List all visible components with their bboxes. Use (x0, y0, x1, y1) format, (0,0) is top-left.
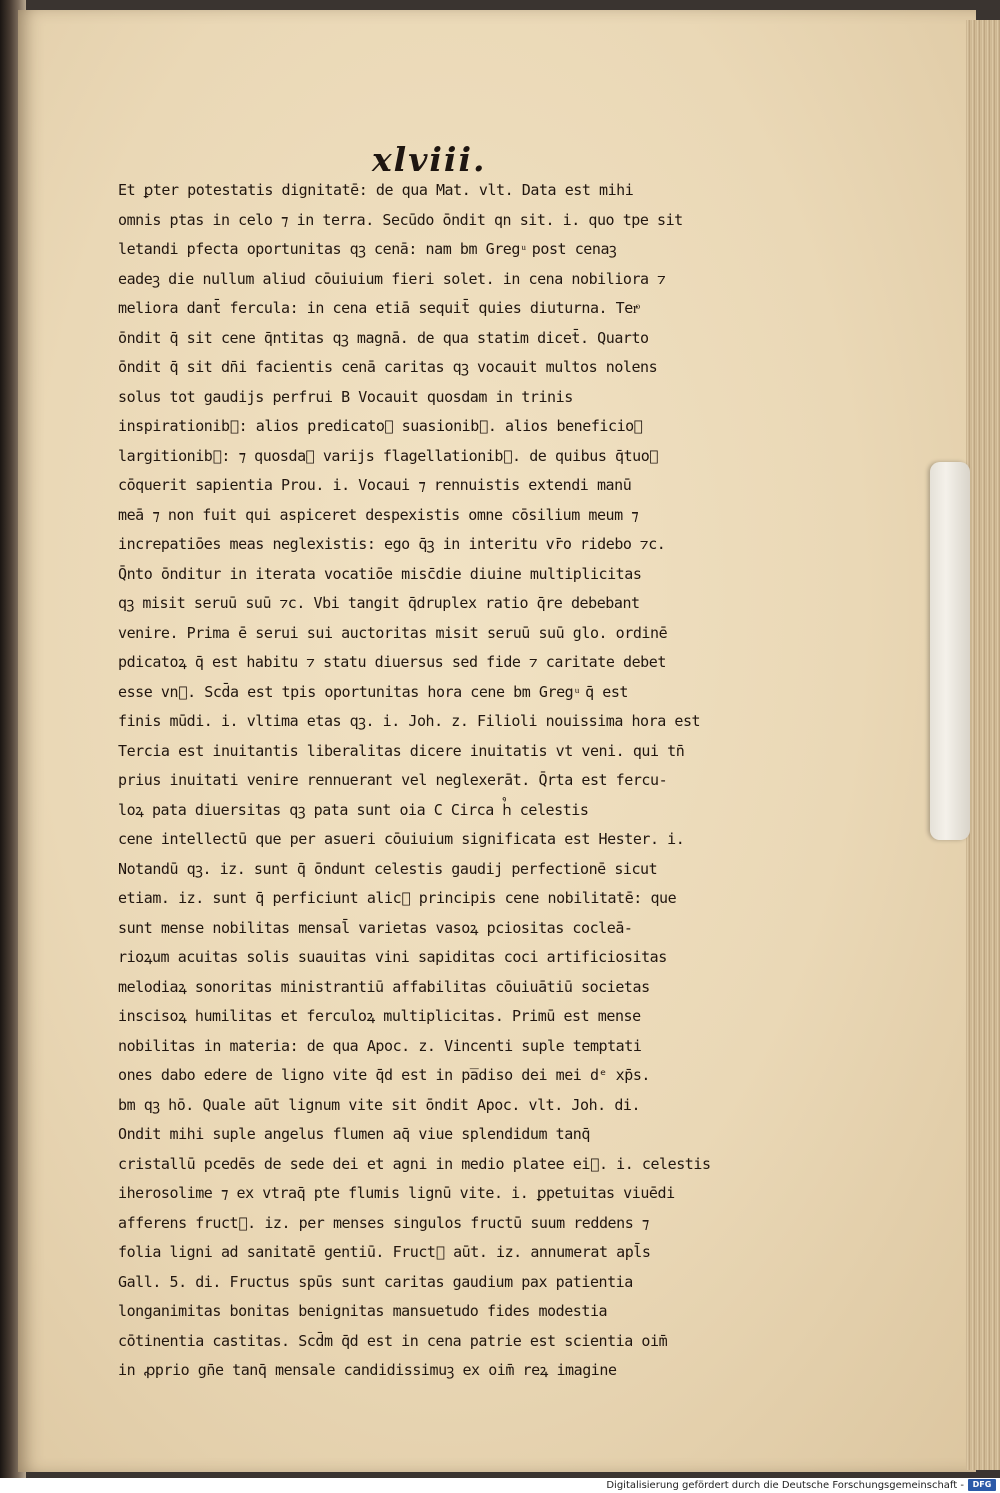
footer-bar (0, 1478, 1000, 1493)
text-line: meliora dant̄ fercula: in cena etiā sequit̄ quies diuturna. Terͦ (118, 299, 638, 317)
text-line: etiam. iz. sunt q̄ perficiunt alic᷒ principis cene nobilitatē: que (118, 889, 677, 907)
text-line: pdicatoꝝ q̄ est habitu ⁊ statu diuersus sed fide ⁊ caritate debet (118, 653, 666, 671)
text-line: finis mūdi. i. vltima etas qꝫ. i. Joh. z. Filioli nouissima hora est (118, 712, 701, 730)
text-line: iherosolime ⁊ ex vtraq̄ pte flumis lignū vite. i. ꝑpetuitas viuēdi (118, 1184, 675, 1202)
text-line: Notandū qꝫ. iz. sunt q̄ ōndunt celestis gaudij perfectionē sicut (118, 859, 658, 878)
text-line: cene intellectū que per asueri cōuiuium significata est Hester. i. (118, 830, 685, 848)
text-line: qꝫ misit seruū suū ⁊c. Vbi tangit q̄druplex ratio q̄re debebant (118, 594, 640, 612)
text-line: afferens fruct᷒. iz. per menses singulos fructū suum reddens ⁊ (118, 1213, 649, 1232)
text-line: Gall. 5. di. Fructus spūs sunt caritas gaudium pax patientia (118, 1272, 633, 1291)
text-line: venire. Prima ē serui sui auctoritas misit seruū suū glo. ordinē (118, 623, 668, 642)
text-line: bm qꝫ hō. Quale aūt lignum vite sit ōndit Apoc. vlt. Joh. di. (118, 1095, 641, 1114)
text-line: prius inuitati venire rennuerant vel neglexerāt. Q̄rta est fercu- (118, 771, 668, 789)
text-block (118, 176, 713, 1386)
text-line: ōndit q̄ sit cene q̄ntitas qꝫ magnā. de qua statim dicet̄. Quarto (118, 328, 649, 347)
text-line: letandi pfecta oportunitas qꝫ cenā: nam bm Greg ͧ post cenaꝫ (118, 240, 617, 258)
paper-marker-strip (930, 462, 970, 840)
text-line: inspirationib᷒: alios predicatoꝝ suasionib᷒. alios beneficioꝝ (118, 417, 643, 435)
text-line: meā ⁊ non fuit qui aspiceret despexistis omne cōsilium meum ⁊ (118, 505, 639, 524)
text-line: longanimitas bonitas benignitas mansuetudo fides modestia (118, 1302, 608, 1320)
folio-number: xlviii. (372, 140, 487, 179)
text-line: Ondit mihi suple angelus flumen aq̄ viue splendidum tanq̄ (118, 1125, 590, 1143)
text-line: largitionib᷒: ⁊ quosdaꝫ varijs flagellationib᷒. de quibus q̄tuoꝛ (118, 446, 658, 465)
funding-credit: Digitalisierung gefördert durch die Deutsche Forschungsgemeinschaft - (606, 1480, 964, 1491)
text-line: in ꝓprio gn̄e tanq̄ mensale candidissimuꝫ ex oim̄ reꝝ imagine (118, 1361, 617, 1379)
dfg-logo-icon: DFG (968, 1479, 996, 1491)
text-line: sunt mense nobilitas mensal̄ varietas vasoꝝ pciositas cocleā- (118, 918, 633, 937)
text-line: eadeꝫ die nullum aliud cōuiuium fieri solet. in cena nobiliora ⁊ (118, 269, 666, 288)
text-line: ones dabo edere de ligno vite q̄d est in pa̅diso dei mei dᵉ xp̄s. (118, 1066, 651, 1084)
text-line: inscisoꝝ humilitas et ferculoꝝ multiplicitas. Primū est mense (118, 1007, 641, 1025)
text-line: melodiaꝝ sonoritas ministrantiū affabilitas cōuiuātiū societas (118, 977, 650, 996)
text-line: folia ligni ad sanitatē gentiū. Fruct᷒ aūt. iz. annumerat apl̄s (118, 1243, 651, 1261)
text-line: cōtinentia castitas. Scd̄m q̄d est in cena patrie est scientia oim̄ (118, 1331, 668, 1350)
text-line: ōndit q̄ sit dn̄i facientis cenā caritas qꝫ vocauit multos nolens (118, 358, 658, 376)
text-line: cōquerit sapientia Prou. i. Vocaui ⁊ rennuistis extendi manū (118, 476, 632, 494)
text-line: Et ꝑter potestatis dignitatē: de qua Mat. vlt. Data est mihi (118, 181, 634, 199)
text-line: rioꝝum acuitas solis suauitas vini sapiditas coci artificiositas (118, 948, 667, 966)
text-line: Tercia est inuitantis liberalitas dicere inuitatis vt veni. qui tn̄ (118, 741, 685, 760)
text-line: nobilitas in materia: de qua Apoc. z. Vincenti suple temptati (118, 1036, 642, 1055)
text-line: cristallū pcedēs de sede dei et agni in medio platee ei᷒. i. celestis (118, 1154, 711, 1173)
text-line: increpatiōes meas neglexistis: ego q̄ꝫ in interitu vr̄o ridebo ⁊c. (118, 535, 666, 553)
text-line: Q̄nto ōnditur in iterata vocatiōe misc̄die diuine multiplicitas (118, 564, 642, 583)
text-line: omnis ptas in celo ⁊ in terra. Secūdo ōndit qn sit. i. quo tpe sit (118, 210, 683, 229)
page-edges (966, 20, 1000, 1470)
text-line: solus tot gaudijs perfrui B Vocauit quosdam in trinis (118, 387, 573, 406)
text-line: esse vn᷒. Scd̄a est tpis oportunitas hora cene bm Greg ͧ q̄ est (118, 682, 629, 701)
text-line: loꝝ pata diuersitas qꝫ pata sunt oia C Circa h᷒ celestis (118, 800, 589, 819)
